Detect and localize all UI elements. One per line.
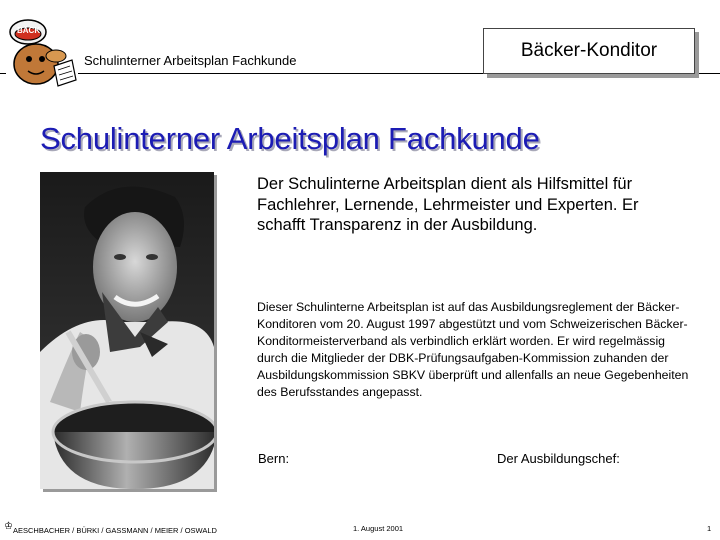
page-title: Schulinterner Arbeitsplan Fachkunde: [40, 121, 540, 156]
profession-label: Bäcker-Konditor: [520, 40, 658, 61]
intro-paragraph: Der Schulinterne Arbeitsplan dient als Hilfsmittel für Fachlehrer, Lernende, Lehrmeister und Experten. Er schafft Transparenz in der Ausbildung.: [257, 175, 639, 234]
baker-photo: [40, 172, 214, 489]
footer-logo-icon: ♔: [4, 521, 13, 532]
baker-with-whisk-image: [40, 172, 214, 489]
header-subtitle: Schulinterner Arbeitsplan Fachkunde: [84, 53, 297, 68]
profession-badge: [483, 28, 695, 74]
signature-place-label: Bern:: [258, 451, 290, 466]
signature-chief-label: Der Ausbildungschef:: [497, 451, 620, 466]
body-paragraph: Dieser Schulinterne Arbeitsplan ist auf das Ausbildungsreglement der Bäcker-Konditoren vom 20. August 1997 abgestützt und vom Schweizerischen Bäcker-Konditormeisterverband als verbindlich erklärt worden. Er wird regelmässig durch die Mitglieder der DBK-Prüfungsaufgaben-Kommission zuhanden der Ausbildungskommission SBKV überprüft und allenfalls an neue Gegebenheiten des Berufsstandes angepasst.: [257, 300, 689, 399]
logo-lettering: BÄCK: [17, 26, 41, 35]
bakery-logo: [6, 16, 78, 90]
page-number: 1: [707, 524, 712, 533]
footer-date: 1. August 2001: [353, 524, 404, 533]
footer-authors: AESCHBACHER / BÜRKI / GASSMANN / MEIER / OSWALD: [13, 526, 217, 535]
